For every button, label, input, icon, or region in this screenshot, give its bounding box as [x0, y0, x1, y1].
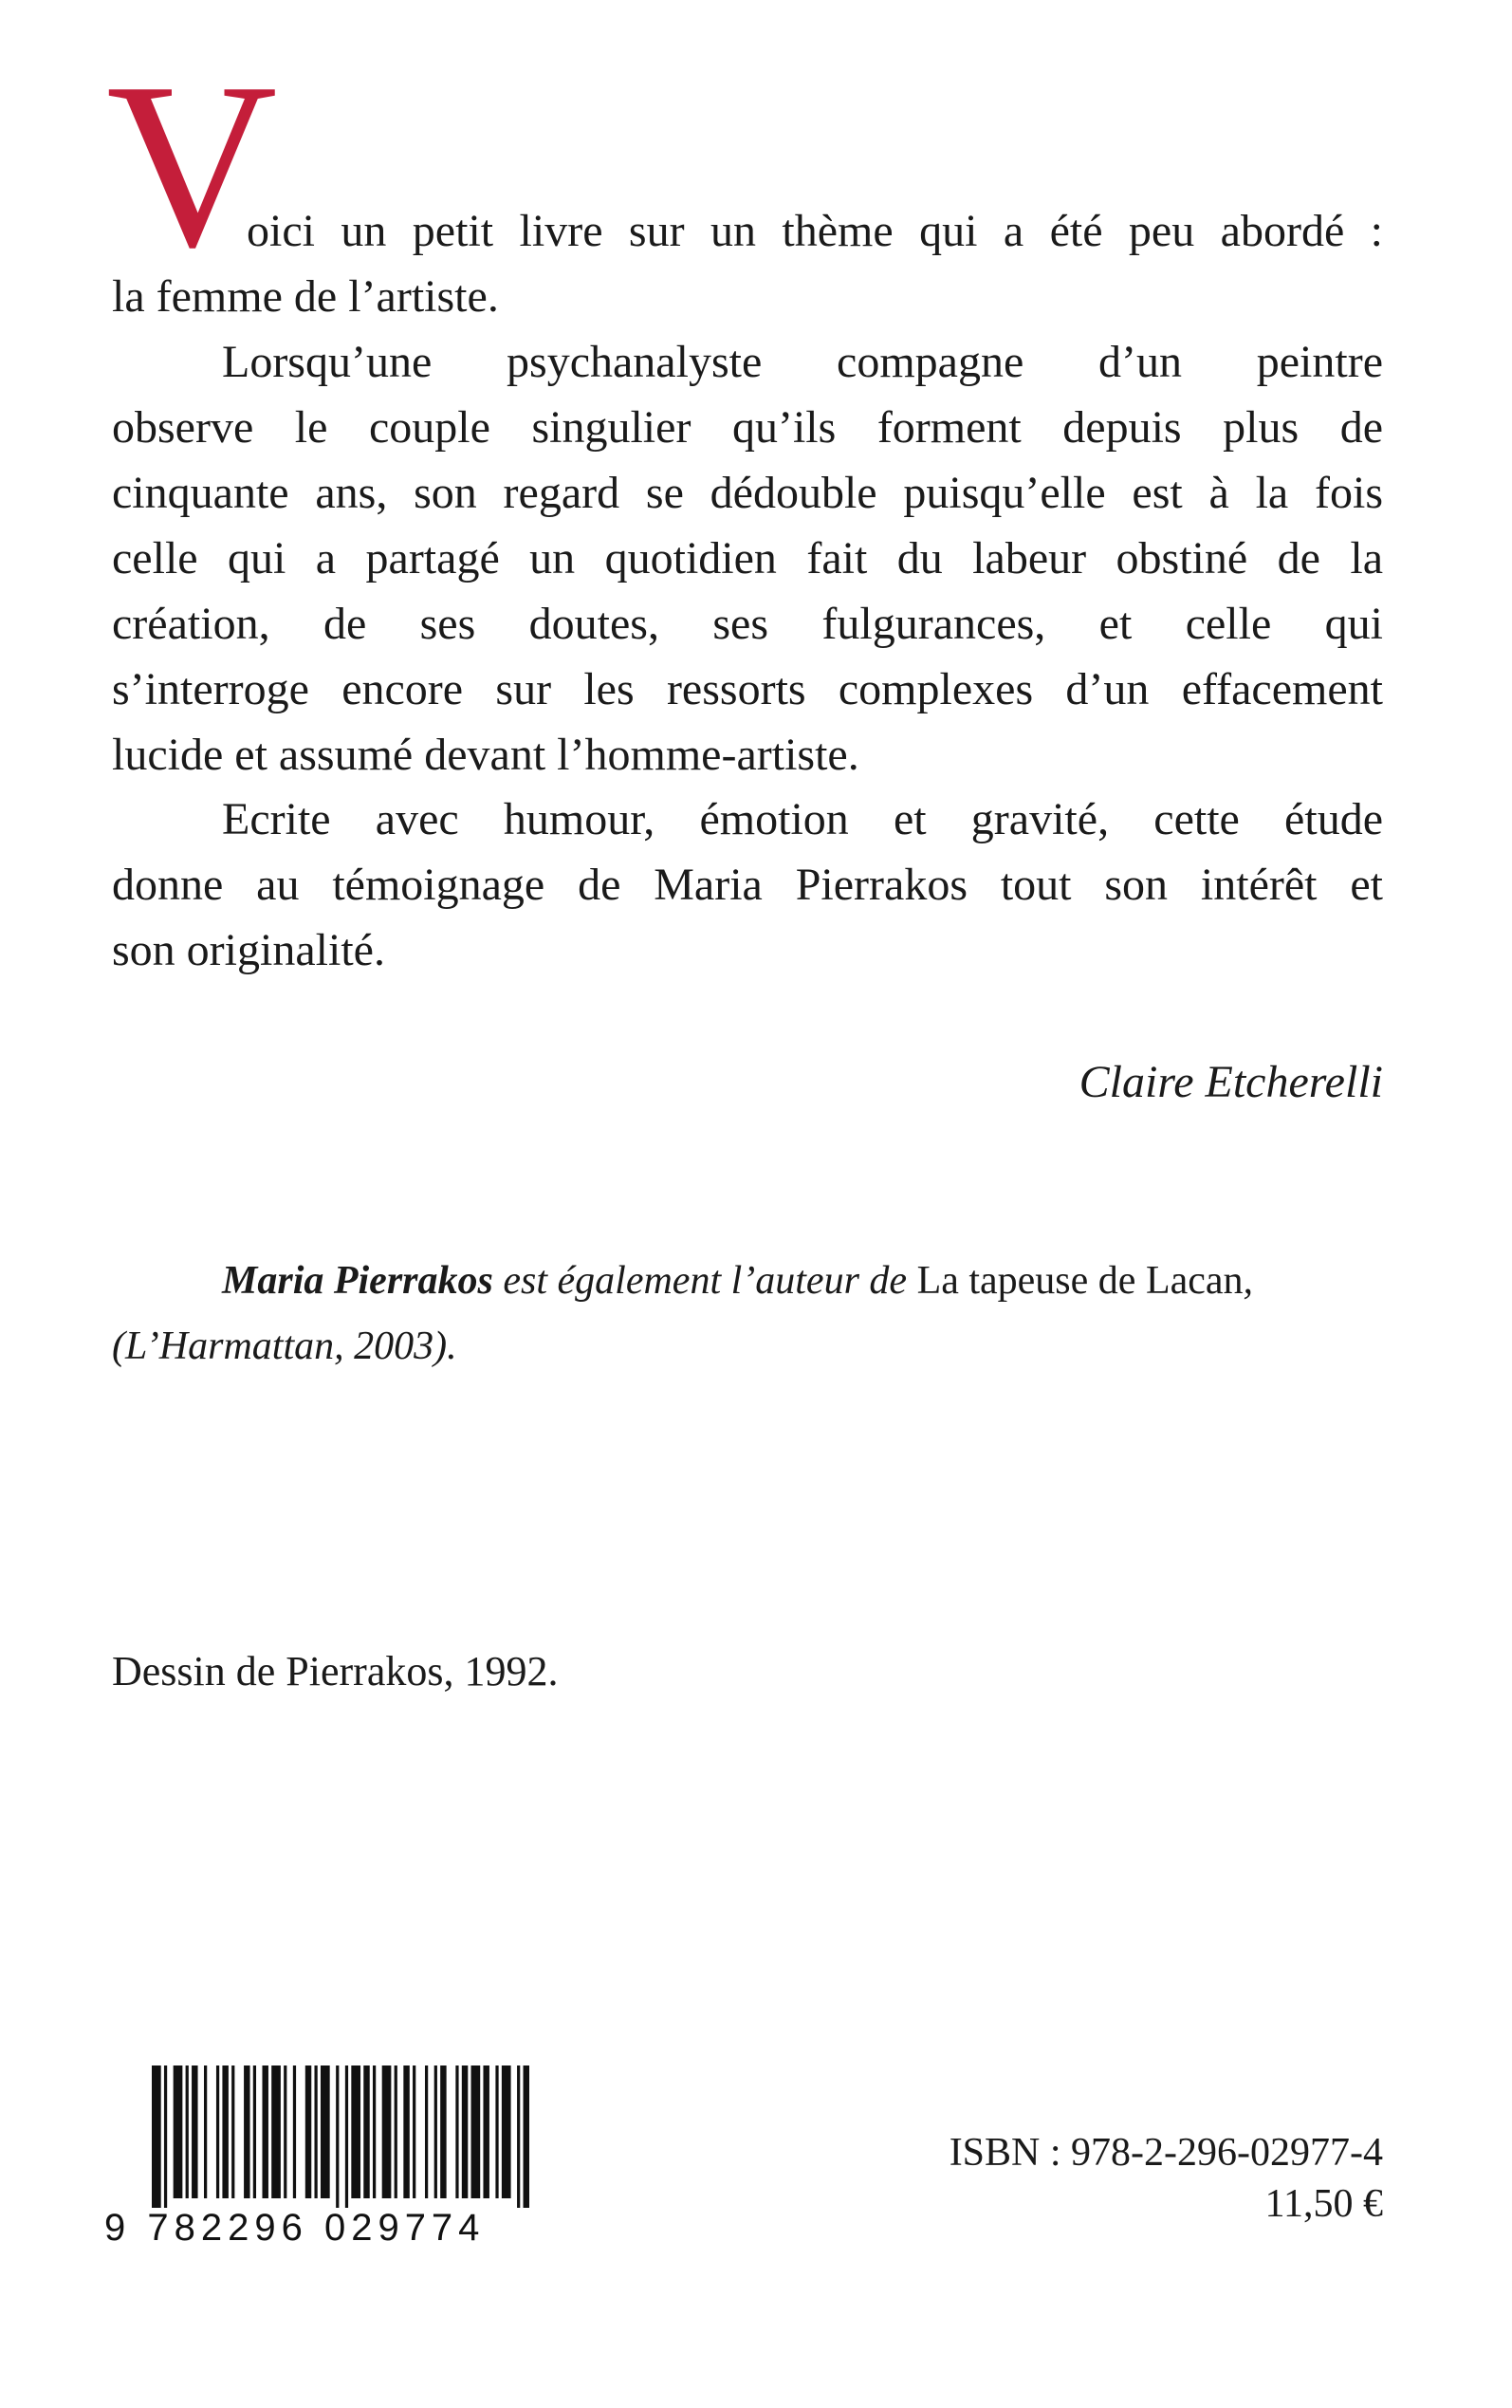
paragraph-1	[112, 198, 1383, 329]
barcode-bar	[305, 2065, 311, 2198]
barcode-bar	[345, 2065, 348, 2208]
paragraph-1-line: la femme de l’artiste.	[112, 271, 499, 322]
barcode-bar	[314, 2065, 317, 2198]
barcode-bar	[483, 2065, 489, 2198]
paragraph-3	[112, 787, 1383, 983]
signature: Claire Etcherelli	[1079, 1057, 1383, 1107]
barcode-bars	[152, 2065, 529, 2208]
author-note-comma: ,	[1243, 1259, 1254, 1303]
author-note-line	[112, 1249, 1383, 1314]
paragraph-3-line: donne au témoignage de Maria Pierrakos tout son intérêt et	[112, 860, 1383, 910]
barcode-bar	[152, 2065, 161, 2208]
barcode-bar	[293, 2065, 296, 2198]
paragraph-2-line: cinquante ans, son regard se dédouble puisqu’elle est à la fois	[112, 468, 1383, 518]
barcode-bar	[413, 2065, 415, 2198]
paragraph-2-line: lucide et assumé devant l’homme-artiste.	[112, 730, 859, 780]
barcode-bar	[271, 2065, 281, 2198]
paragraph-2	[112, 329, 1383, 787]
author-note	[112, 1249, 1383, 1380]
barcode-bar	[262, 2065, 267, 2198]
barcode-bar	[174, 2065, 183, 2198]
price: 11,50 €	[1264, 2182, 1383, 2226]
barcode-bar	[434, 2065, 437, 2198]
barcode-bar	[216, 2065, 219, 2198]
barcode-bar	[502, 2065, 511, 2198]
barcode-bar	[455, 2065, 458, 2198]
barcode-bar	[363, 2065, 369, 2198]
barcode-bar	[382, 2065, 392, 2198]
barcode-bar	[351, 2065, 360, 2198]
author-name: Maria Pierrakos	[222, 1259, 493, 1303]
illustration-credit: Dessin de Pierrakos, 1992.	[112, 1648, 559, 1695]
barcode-bar	[164, 2065, 167, 2208]
barcode-bar	[495, 2065, 498, 2198]
drop-cap: V	[106, 34, 278, 297]
isbn-block	[950, 2127, 1383, 2230]
barcode-bar	[462, 2065, 468, 2198]
barcode-bar	[222, 2065, 228, 2198]
barcode-bar	[321, 2065, 330, 2198]
paragraph-2-line: observe le couple singulier qu’ils forment depuis plus de	[112, 402, 1383, 453]
barcode-bar	[440, 2065, 446, 2198]
barcode-bar	[253, 2065, 256, 2198]
barcode-bar	[403, 2065, 409, 2198]
barcode-bar	[231, 2065, 234, 2198]
barcode-digits: 9 782296 029774	[104, 2207, 486, 2249]
barcode-bar	[425, 2065, 428, 2198]
book-title: La tapeuse de Lacan	[916, 1259, 1244, 1303]
barcode-bar	[244, 2065, 249, 2198]
barcode-bar	[395, 2065, 397, 2198]
author-note-phrase: est également l’auteur de	[503, 1259, 908, 1303]
barcode-bar	[284, 2065, 286, 2198]
paragraph-3-line: Ecrite avec humour, émotion et gravité, cette étude	[222, 794, 1383, 844]
barcode-bar	[517, 2065, 520, 2208]
barcode-bar	[471, 2065, 481, 2198]
barcode-bar	[373, 2065, 376, 2198]
paragraph-2-line: celle qui a partagé un quotidien fait du labeur obstiné de la	[112, 533, 1383, 583]
paragraph-2-line: création, de ses doutes, ses fulgurances, et celle qui	[112, 599, 1383, 649]
publisher-info: (L’Harmattan, 2003).	[112, 1324, 457, 1368]
barcode-bar	[192, 2065, 197, 2198]
barcode-bar	[186, 2065, 189, 2198]
barcode	[104, 2065, 529, 2250]
paragraph-1-line: oici un petit livre sur un thème qui a été peu abordé :	[247, 206, 1383, 256]
barcode-bar	[336, 2065, 339, 2208]
barcode-bar	[204, 2065, 207, 2198]
isbn: ISBN : 978-2-296-02977-4	[949, 2131, 1383, 2175]
paragraph-3-line: son originalité.	[112, 925, 385, 975]
paragraph-2-line: s’interroge encore sur les ressorts complexes d’un effacement	[112, 664, 1383, 714]
barcode-bar	[524, 2065, 529, 2208]
paragraph-2-line: Lorsqu’une psychanalyste compagne d’un peintre	[222, 337, 1383, 387]
